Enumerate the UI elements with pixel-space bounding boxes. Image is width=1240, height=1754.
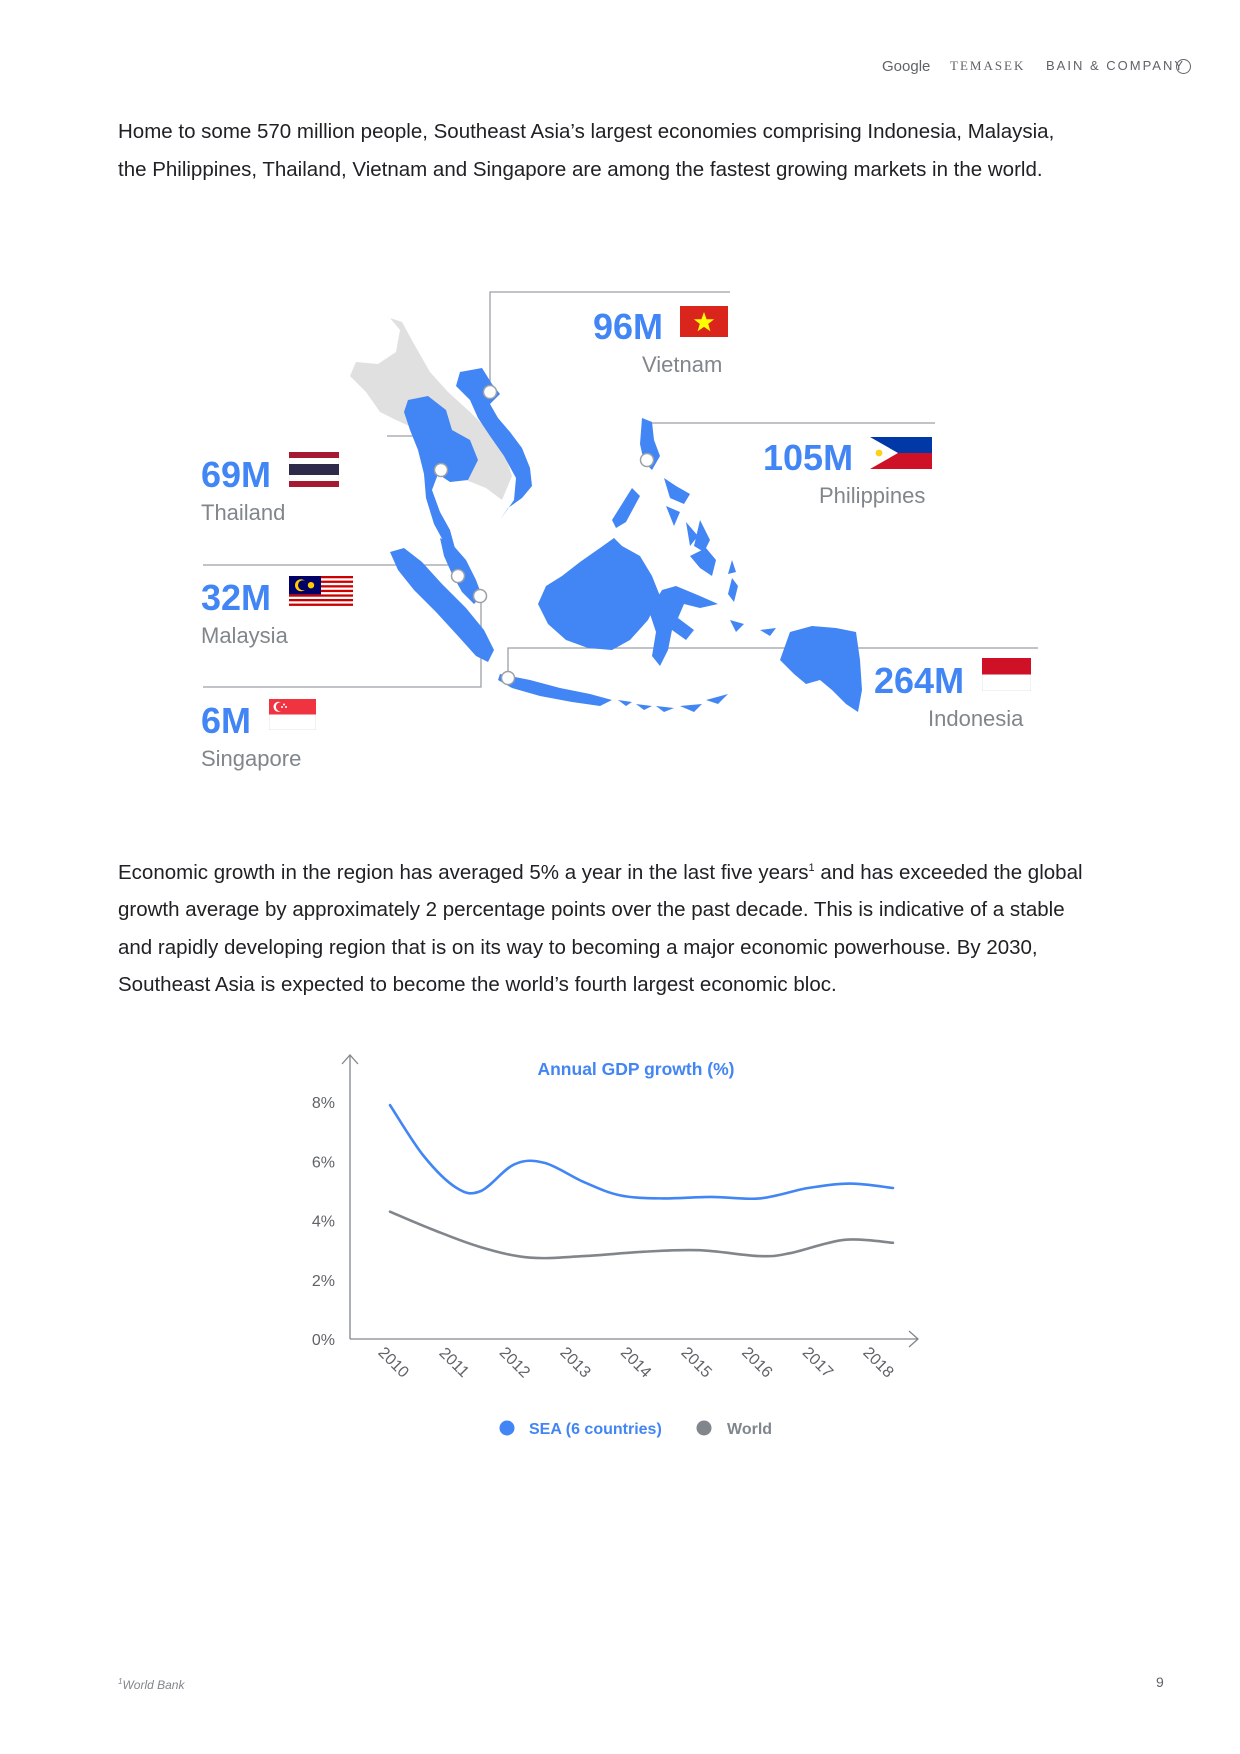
legend-world-swatch <box>697 1421 712 1436</box>
growth-line-3: and rapidly developing region that is on its way to becoming a major economic powerhouse. By 2030, <box>118 935 1038 959</box>
x-tick-label: 2014 <box>616 1344 655 1382</box>
intro-line-1: Home to some 570 million people, Southeast Asia’s largest economies comprising Indonesia, Malaysia, <box>118 120 1055 143</box>
y-tick-label: 6% <box>311 1154 335 1172</box>
x-tick-label: 2016 <box>738 1344 776 1382</box>
temasek-logo: TEMASEK <box>950 58 1026 73</box>
y-tick-label: 2% <box>311 1272 335 1290</box>
malaysia-label: Malaysia <box>201 623 288 648</box>
malaysia-population: 32M <box>201 577 272 618</box>
legend-sea-swatch <box>500 1421 515 1436</box>
vietnam-population: 96M <box>593 306 664 347</box>
intro-line-2: the Philippines, Thailand, Vietnam and Singapore are among the fastest growing markets in the world. <box>118 157 1043 181</box>
page-number: 9 <box>1156 1674 1164 1690</box>
x-tick-label: 2017 <box>798 1344 836 1382</box>
growth-line-2: growth average by approximately 2 percentage points over the past decade. This is indicative of a stable <box>118 898 1065 922</box>
singapore-population: 6M <box>201 700 252 741</box>
chart-axes <box>342 1055 918 1347</box>
thailand-population: 69M <box>201 454 272 495</box>
y-tick-label: 0% <box>311 1332 335 1349</box>
indonesia-label: Indonesia <box>928 706 1024 731</box>
footnote: $^1$World Bank <box>118 1677 185 1692</box>
google-logo: Google <box>882 58 931 75</box>
philippines-population: 105M <box>763 437 854 478</box>
x-tick-label: 2015 <box>677 1344 715 1382</box>
legend-world-label: World <box>727 1421 773 1438</box>
x-tick-label: 2010 <box>374 1344 412 1382</box>
footnote-mark: 1 <box>808 862 815 874</box>
x-tick-label: 2013 <box>556 1344 594 1382</box>
vietnam-label: Vietnam <box>642 352 723 377</box>
indonesia-population: 264M <box>874 660 965 701</box>
chart-title: Annual GDP growth (%) <box>537 1059 735 1079</box>
y-tick-label: 4% <box>311 1213 335 1231</box>
philippines-label: Philippines <box>819 483 926 508</box>
x-tick-label: 2011 <box>435 1344 472 1381</box>
growth-line-4: Southeast Asia is expected to become the world’s fourth largest economic bloc. <box>118 973 837 997</box>
x-tick-label: 2012 <box>495 1344 533 1382</box>
singapore-label: Singapore <box>201 746 302 771</box>
legend-sea-label: SEA (6 countries) <box>529 1421 662 1438</box>
y-tick-label: 8% <box>311 1095 335 1113</box>
sea-growth-line <box>390 1105 893 1199</box>
growth-line-1: Economic growth in the region has averaged 5% a year in the last five years$^1$ and has exceeded the global <box>118 860 1083 884</box>
bain-logo: BAIN & COMPANY <box>1046 58 1186 73</box>
thailand-label: Thailand <box>201 500 286 525</box>
world-growth-line <box>390 1212 893 1258</box>
x-tick-label: 2018 <box>859 1344 897 1382</box>
